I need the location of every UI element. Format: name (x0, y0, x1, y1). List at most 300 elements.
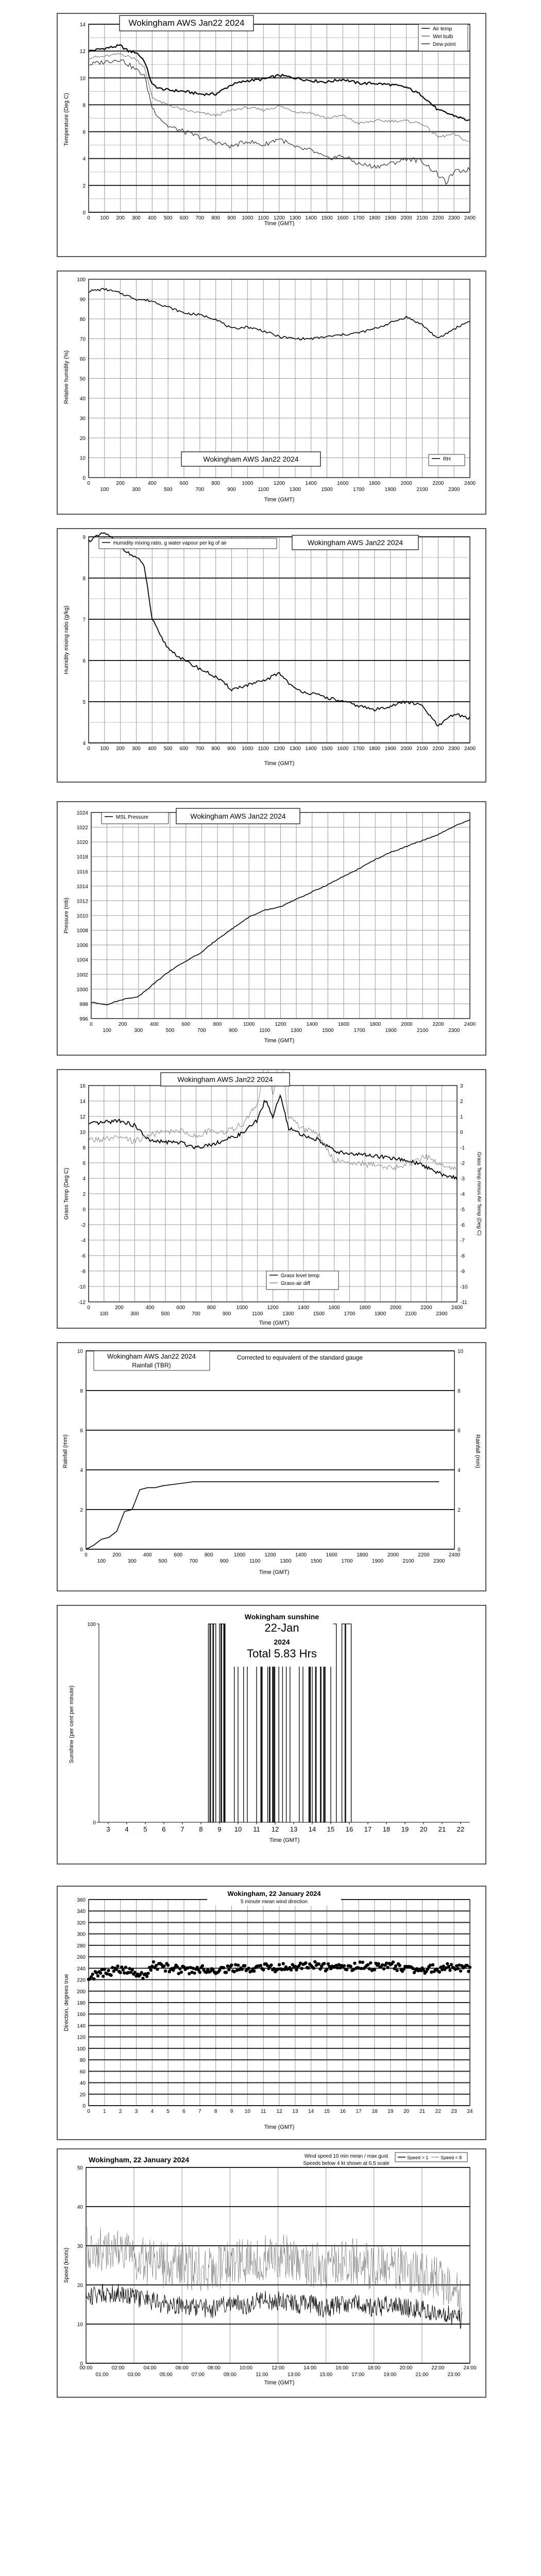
x-tick-label-minor: 300 (132, 487, 141, 493)
chart-title: Wokingham AWS Jan22 2024 (203, 455, 299, 463)
y-tick-label: 60 (79, 2069, 86, 2075)
y-tick-label: 7 (82, 617, 86, 623)
x-tick-label: 18 (382, 1825, 391, 1833)
x-tick-label: 08:00 (207, 2365, 221, 2371)
direction-point (459, 1970, 462, 1973)
x-tick-label: 800 (204, 1552, 213, 1558)
x-tick-label: 16 (340, 2109, 346, 2114)
x-tick-label-minor: 700 (192, 1311, 200, 1317)
x-tick-label: 16:00 (335, 2365, 349, 2371)
y-tick-label: 2 (80, 1507, 83, 1513)
x-tick-label: 1200 (267, 1305, 279, 1311)
x-tick-label-minor: 500 (158, 1558, 167, 1564)
x-tick-label: 1000 (236, 1305, 248, 1311)
temperature-chart (58, 14, 485, 256)
x-tick-label: 800 (207, 1305, 216, 1311)
rainfall-chart (58, 1343, 485, 1590)
chart-title: Wokingham AWS Jan22 2024 (177, 1075, 273, 1083)
direction-point (431, 1963, 434, 1967)
y-tick-label: 1022 (76, 825, 88, 831)
x-tick-label: 1200 (273, 746, 285, 752)
y-tick-label: 20 (77, 2283, 83, 2289)
y-axis-label: Sunshine (per cent per minute) (69, 1685, 75, 1764)
x-tick-label: 1700 (353, 746, 365, 752)
direction-point (146, 1972, 149, 1975)
y-tick-label: 10 (79, 76, 86, 82)
direction-point (457, 1967, 460, 1970)
x-tick-label: 600 (179, 215, 189, 221)
x-tick-label: 400 (143, 1552, 152, 1558)
x-tick-label: 17:00 (351, 2372, 365, 2378)
x-tick-label: 12:00 (271, 2365, 285, 2371)
x-tick-label-minor: 100 (99, 1311, 109, 1317)
x-tick-label: 1500 (321, 215, 333, 221)
chart-title: Wokingham AWS Jan22 2024 (190, 812, 286, 820)
y-tick-label: 16 (79, 1083, 86, 1089)
x-tick-label-minor: 1700 (341, 1558, 353, 1564)
x-tick-label: 1400 (297, 1305, 310, 1311)
x-tick-label: 20:00 (399, 2365, 413, 2371)
y-tick-label: 0 (82, 1207, 86, 1213)
x-tick-label-minor: 900 (229, 1028, 238, 1033)
wind-direction-chart (58, 1887, 485, 2139)
x-tick-label-minor: 2300 (433, 1558, 445, 1564)
plot-area-border (86, 1351, 454, 1549)
direction-point (119, 1971, 122, 1974)
chart-total: Total 5.83 Hrs (247, 1647, 317, 1660)
direction-point (166, 1963, 170, 1967)
y-tick-label: 1014 (76, 884, 88, 890)
x-tick-label-minor: 1100 (251, 1311, 263, 1317)
chart-title: Wokingham AWS Jan22 2024 (307, 538, 403, 547)
humidity-chart (58, 272, 485, 514)
x-tick-label: 200 (116, 215, 125, 221)
x-tick-label: 2200 (432, 481, 444, 486)
y-tick-label: 1010 (76, 913, 88, 919)
x-tick-label: 900 (227, 746, 236, 752)
y-tick-label: 1024 (76, 810, 88, 816)
x-tick-label: 1400 (305, 746, 317, 752)
direction-point (450, 1963, 453, 1966)
y2-tick-label: 8 (458, 1388, 461, 1394)
y-axis-label: Pressure (mb) (63, 897, 70, 934)
x-tick-label-minor: 1100 (249, 1558, 261, 1564)
y2-tick-label: -11 (460, 1300, 467, 1306)
pressure-chart-panel (57, 801, 486, 1056)
y-tick-label: 4 (82, 156, 86, 162)
x-tick-label-minor: 500 (161, 1311, 170, 1317)
direction-point (198, 1971, 201, 1974)
y2-tick-label: -9 (460, 1269, 465, 1275)
y2-tick-label: -2 (460, 1161, 465, 1166)
x-tick-label: 22 (457, 1825, 465, 1833)
y2-tick-label: 4 (458, 1468, 461, 1473)
chart-date: 22-Jan (264, 1621, 299, 1634)
x-tick-label: 23 (451, 2109, 457, 2114)
y-tick-label: 80 (79, 2058, 86, 2064)
y-tick-label: 30 (77, 2244, 83, 2249)
x-tick-label: 24 (467, 2109, 473, 2114)
x-tick-label: 200 (116, 481, 125, 486)
x-axis-label: Time (GMT) (264, 2380, 295, 2386)
y-tick-label: 1000 (76, 987, 88, 993)
y-tick-label: 0 (82, 210, 86, 216)
y-axis-label: Relative humidity (%) (63, 350, 70, 404)
direction-point (382, 1967, 385, 1970)
direction-point (468, 1965, 471, 1969)
y-tick-label: 9 (82, 535, 86, 540)
x-axis-label: Time (GMT) (259, 1320, 290, 1326)
chart-title: Wokingham AWS Jan22 2024 (107, 1352, 196, 1360)
x-tick-label-minor: 100 (100, 487, 109, 493)
x-tick-label: 0 (90, 1022, 93, 1027)
y2-tick-label: -5 (460, 1207, 465, 1213)
direction-point (156, 1968, 159, 1971)
direction-point (467, 1970, 470, 1973)
legend-label: MSL Pressure (116, 815, 148, 820)
x-tick-label: 1000 (243, 1022, 255, 1027)
x-tick-label: 500 (163, 746, 173, 752)
x-tick-label: 1900 (384, 215, 396, 221)
x-tick-label-minor: 1900 (384, 487, 396, 493)
x-tick-label-minor: 1700 (344, 1311, 356, 1317)
y-tick-label: 100 (87, 1622, 96, 1628)
x-tick-label: 7 (180, 1825, 184, 1833)
x-tick-label-minor: 1500 (313, 1311, 325, 1317)
y-tick-label: 10 (79, 455, 86, 462)
series-mean-speed (86, 2284, 462, 2329)
x-tick-label: 2000 (387, 1552, 399, 1558)
y-tick-label: 8 (82, 576, 86, 582)
x-tick-label: 400 (147, 481, 157, 486)
y-tick-label: 10 (79, 1130, 86, 1136)
y2-tick-label: 1 (460, 1114, 463, 1120)
chart-year: 2024 (274, 1638, 290, 1646)
y-tick-label: 10 (77, 2322, 83, 2328)
legend-label: Speed < 8 (441, 2155, 462, 2160)
direction-point (225, 1971, 228, 1974)
x-tick-label: 06:00 (175, 2365, 189, 2371)
y-tick-label: 12 (79, 1114, 86, 1120)
x-tick-label: 600 (179, 746, 189, 752)
direction-point (259, 1964, 262, 1967)
x-tick-label: 400 (147, 746, 157, 752)
x-tick-label: 14 (308, 2109, 314, 2114)
chart-title: Wokingham, 22 January 2024 (227, 1890, 321, 1897)
x-tick-label-minor: 1900 (374, 1311, 386, 1317)
x-tick-label-minor: 2300 (448, 487, 460, 493)
x-tick-label: 19 (387, 2109, 394, 2114)
direction-point (300, 1967, 303, 1970)
x-tick-label: 1800 (368, 481, 381, 486)
direction-point (262, 1968, 265, 1971)
x-tick-label: 1800 (369, 1022, 381, 1027)
x-tick-label: 1 (103, 2109, 106, 2114)
direction-point (247, 1967, 250, 1970)
x-tick-label: 2400 (464, 1022, 476, 1027)
x-tick-label-minor: 1300 (280, 1558, 292, 1564)
grass-temp-chart-panel (57, 1069, 486, 1329)
x-tick-label: 6 (182, 2109, 185, 2114)
x-tick-label: 7 (198, 2109, 201, 2114)
direction-point (131, 1968, 134, 1971)
x-tick-label: 12 (276, 2109, 282, 2114)
x-tick-label: 1600 (337, 481, 349, 486)
x-tick-label: 8 (199, 1825, 203, 1833)
legend-label: Dew point (433, 42, 456, 47)
direction-point (323, 1962, 326, 1965)
direction-point (236, 1963, 240, 1967)
mixing-ratio-chart-panel (57, 528, 486, 783)
y2-tick-label: 2 (458, 1507, 461, 1513)
direction-point (377, 1962, 380, 1965)
x-tick-label: 9 (230, 2109, 233, 2114)
y-tick-label: 0 (80, 2361, 83, 2367)
x-tick-label: 1400 (305, 215, 317, 221)
x-tick-label: 1600 (337, 746, 349, 752)
x-tick-label-minor: 700 (189, 1558, 198, 1564)
direction-point (353, 1961, 356, 1964)
x-tick-label: 13:00 (288, 2372, 301, 2378)
y-tick-label: 4 (82, 1176, 86, 1182)
x-axis-label: Time (GMT) (259, 1569, 290, 1575)
direction-point (92, 1977, 95, 1980)
x-tick-label: 500 (163, 215, 173, 221)
x-tick-label: 1200 (273, 215, 285, 221)
x-tick-label: 800 (213, 1022, 222, 1027)
x-tick-label: 2400 (464, 746, 476, 752)
y-tick-label: -6 (81, 1253, 86, 1259)
direction-point (222, 1966, 225, 1969)
x-tick-label: 2100 (416, 215, 428, 221)
x-tick-label: 2400 (451, 1305, 463, 1311)
x-tick-label-minor: 2100 (416, 487, 428, 493)
x-tick-label: 0 (87, 746, 90, 752)
y-tick-label: 4 (80, 1468, 83, 1473)
y-tick-label: 160 (77, 2012, 86, 2018)
direction-point (227, 1968, 230, 1971)
x-tick-label-minor: 1500 (321, 487, 333, 493)
sunshine-interval (208, 1624, 215, 1822)
x-tick-label: 2300 (448, 746, 460, 752)
x-tick-label: 1000 (233, 1552, 246, 1558)
x-tick-label: 1200 (275, 1022, 286, 1027)
x-tick-label: 1500 (321, 746, 333, 752)
x-tick-label: 2000 (401, 1022, 413, 1027)
x-tick-label: 1400 (305, 481, 317, 486)
y2-tick-label: 6 (458, 1428, 461, 1434)
sunshine-interval (342, 1624, 351, 1822)
direction-point (398, 1964, 401, 1967)
x-tick-label-minor: 2100 (405, 1311, 417, 1317)
y2-tick-label: -8 (460, 1253, 465, 1259)
x-tick-label: 14 (308, 1825, 316, 1833)
direction-point (317, 1962, 320, 1965)
x-tick-label: 15:00 (319, 2372, 333, 2378)
legend-label: Wet bulb (433, 34, 453, 40)
x-tick-label-minor: 1300 (291, 1028, 302, 1033)
y-tick-label: 996 (79, 1016, 88, 1022)
x-tick-label: 600 (174, 1552, 183, 1558)
y-tick-label: 0 (82, 2104, 86, 2109)
x-tick-label-minor: 1100 (259, 1028, 270, 1033)
y-axis-label: Rainfall (mm) (62, 1434, 69, 1468)
x-tick-label: 800 (211, 215, 221, 221)
x-tick-label: 14:00 (303, 2365, 317, 2371)
direction-point (395, 1969, 398, 1972)
x-tick-label: 1000 (242, 215, 253, 221)
y-tick-label: 0 (93, 1820, 96, 1826)
direction-point (373, 1968, 376, 1971)
y-tick-label: 320 (77, 1920, 86, 1926)
x-tick-label: 2400 (448, 1552, 461, 1558)
x-tick-label: 400 (147, 215, 157, 221)
x-tick-label: 10 (244, 2109, 250, 2114)
x-tick-label: 1100 (258, 746, 269, 752)
x-tick-label: 100 (100, 746, 109, 752)
x-tick-label: 1200 (264, 1552, 276, 1558)
x-tick-label-minor: 2100 (402, 1558, 414, 1564)
y-tick-label: -2 (81, 1223, 86, 1228)
x-tick-label: 200 (118, 1022, 127, 1027)
x-axis-label: Time (GMT) (264, 760, 295, 767)
x-tick-label-minor: 700 (197, 1028, 206, 1033)
y-tick-label: 1020 (76, 840, 88, 846)
chart-subtitle: Rainfall (TBR) (132, 1362, 171, 1369)
direction-point (446, 1962, 449, 1965)
y-tick-label: 6 (82, 129, 86, 135)
x-tick-label: 19:00 (383, 2372, 397, 2378)
direction-point (448, 1969, 451, 1972)
x-tick-label: 2200 (432, 1022, 444, 1027)
x-tick-label-minor: 1500 (310, 1558, 322, 1564)
x-tick-label: 4 (125, 1825, 129, 1833)
x-tick-label: 2400 (464, 481, 476, 486)
x-axis-label: Time (GMT) (269, 1837, 300, 1843)
pressure-chart (58, 802, 485, 1055)
direction-point (164, 1970, 167, 1973)
y-tick-label: 20 (79, 436, 86, 442)
x-tick-label: 200 (112, 1552, 121, 1558)
direction-point (345, 1968, 348, 1971)
x-tick-label: 2400 (464, 215, 476, 221)
y-tick-label: 240 (77, 1966, 86, 1972)
y-tick-label: 14 (79, 22, 86, 28)
x-tick-label: 2000 (390, 1305, 401, 1311)
direction-point (193, 1972, 196, 1975)
chart-title: Wokingham sunshine (244, 1613, 319, 1621)
x-tick-label-minor: 2100 (417, 1028, 429, 1033)
x-tick-label: 18 (371, 2109, 378, 2114)
x-tick-label-minor: 1900 (385, 1028, 397, 1033)
direction-point (109, 1974, 112, 1977)
y2-tick-label: 3 (460, 1083, 463, 1089)
y-tick-label: 20 (79, 2092, 86, 2098)
y-tick-label: 260 (77, 1955, 86, 1961)
direction-point (307, 1967, 310, 1970)
y-tick-label: 100 (77, 277, 86, 283)
direction-point (140, 1971, 143, 1974)
y-tick-label: 60 (79, 357, 86, 362)
x-tick-label-minor: 2300 (448, 1028, 460, 1033)
direction-point (269, 1963, 273, 1967)
y-tick-label: 80 (79, 317, 86, 323)
direction-point (312, 1967, 315, 1970)
y-tick-label: 6 (82, 1161, 86, 1166)
x-tick-label-minor: 300 (130, 1311, 139, 1317)
x-tick-label: 400 (150, 1022, 159, 1027)
x-tick-label: 19 (401, 1825, 409, 1833)
rainfall-chart-panel (57, 1342, 486, 1591)
mixing-ratio-chart (58, 529, 485, 782)
x-tick-label: 300 (132, 746, 141, 752)
x-tick-label-minor: 2300 (436, 1311, 448, 1317)
x-tick-label: 2200 (418, 1552, 430, 1558)
x-tick-label: 24:00 (463, 2365, 477, 2371)
direction-point (394, 1964, 397, 1968)
direction-point (369, 1961, 372, 1964)
chart-title: Wokingham, 22 January 2024 (89, 2156, 190, 2164)
y2-axis-label: Grass Temp minus Air Temp (Deg C) (476, 1151, 482, 1236)
chart-title: Wokingham AWS Jan22 2024 (128, 18, 245, 28)
x-tick-label: 1800 (359, 1305, 371, 1311)
direction-point (313, 1960, 316, 1963)
x-tick-label: 1000 (242, 481, 253, 486)
x-tick-label: 6 (162, 1825, 166, 1833)
direction-point (343, 1964, 346, 1967)
y2-tick-label: -4 (460, 1192, 465, 1197)
x-tick-label: 0 (87, 1305, 90, 1311)
direction-point (99, 1972, 102, 1975)
y-tick-label: 0 (82, 476, 86, 481)
y-tick-label: 1004 (76, 957, 88, 963)
x-tick-label: 200 (116, 746, 125, 752)
x-tick-label-minor: 1300 (282, 1311, 294, 1317)
x-tick-label: 3 (134, 2109, 138, 2114)
x-tick-label-minor: 900 (227, 487, 236, 493)
y-tick-label: 6 (80, 1428, 83, 1434)
sunshine-chart (58, 1606, 485, 1863)
wind-speed-chart-panel (57, 2148, 486, 2398)
x-tick-label: 12 (271, 1825, 279, 1833)
x-tick-label: 1900 (384, 746, 396, 752)
y-tick-label: 50 (79, 376, 86, 382)
direction-point (252, 1970, 256, 1973)
chart-subtitle: 5 minute mean wind direction (240, 1899, 308, 1905)
x-tick-label: 5 (166, 2109, 170, 2114)
x-tick-label: 2000 (400, 215, 412, 221)
direction-point (115, 1968, 118, 1971)
x-tick-label: 2300 (448, 215, 460, 221)
x-tick-label: 16 (345, 1825, 353, 1833)
direction-point (282, 1962, 285, 1965)
x-tick-label: 700 (195, 746, 205, 752)
direction-point (278, 1963, 281, 1966)
x-tick-label-minor: 1100 (258, 487, 269, 493)
x-tick-label-minor: 900 (219, 1558, 229, 1564)
direction-point (162, 1964, 165, 1968)
y-axis-label: Direction, degrees true (63, 1974, 70, 2031)
x-tick-label-minor: 1700 (353, 487, 365, 493)
y-tick-label: 5 (82, 700, 86, 705)
y-tick-label: 200 (77, 1989, 86, 1995)
x-tick-label-minor: 100 (103, 1028, 111, 1033)
x-tick-label: 2200 (432, 215, 444, 221)
x-tick-label: 4 (150, 2109, 154, 2114)
x-tick-label: 9 (217, 1825, 222, 1833)
x-tick-label: 21:00 (415, 2372, 429, 2378)
direction-point (103, 1968, 106, 1971)
